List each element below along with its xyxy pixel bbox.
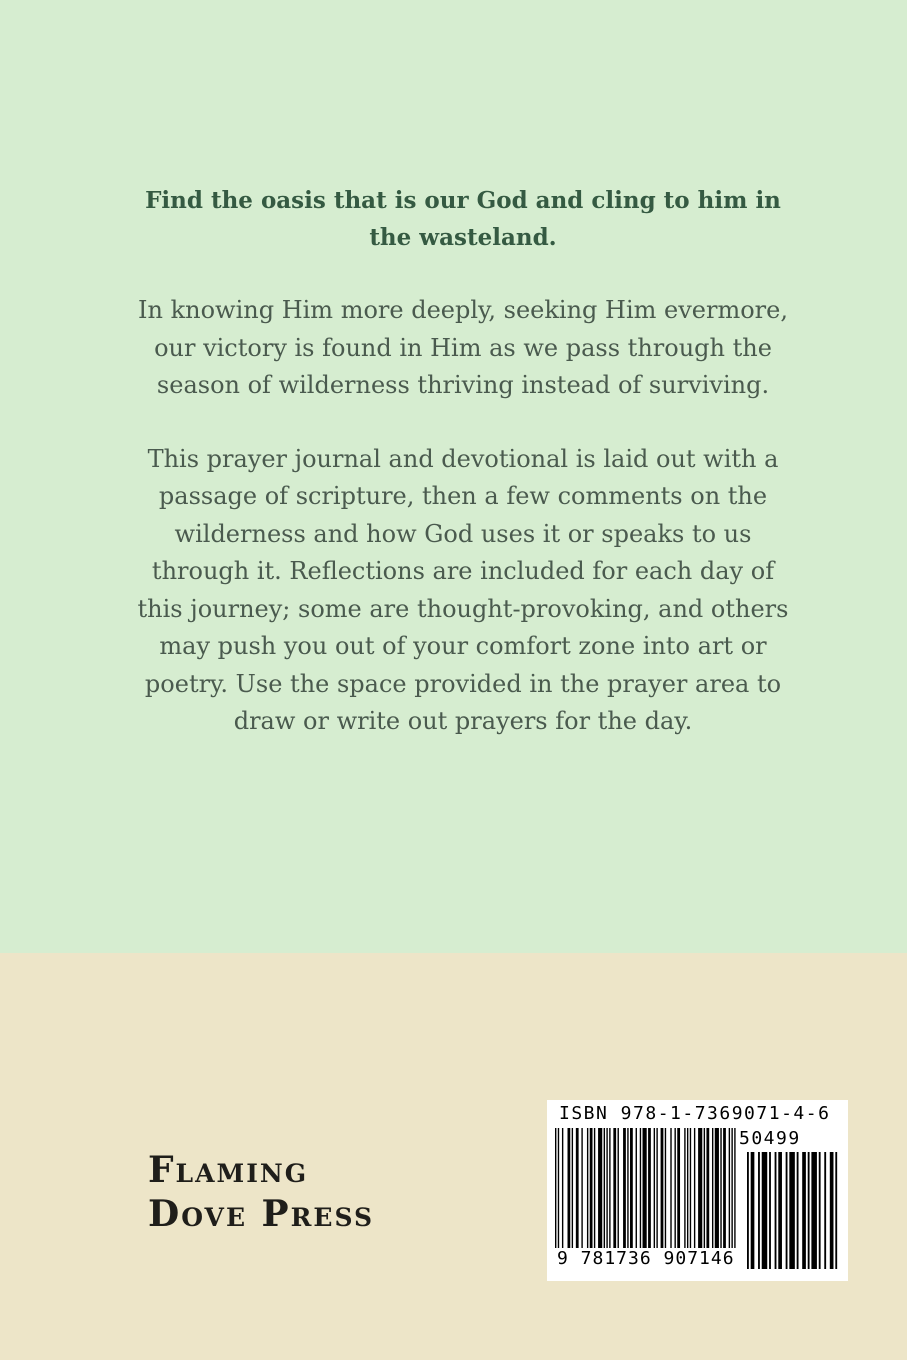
barcode-bar (786, 1152, 788, 1269)
barcode-bar (778, 1152, 782, 1269)
barcode-bar (769, 1152, 771, 1269)
barcode-addon-bars (747, 1152, 839, 1269)
barcode-bar (811, 1152, 817, 1269)
barcode-bar (751, 1152, 755, 1269)
barcode-bar (830, 1152, 834, 1269)
blurb-paragraph-1: In knowing Him more deeply, seeking Him evermore, our victory is found in Him as we pass through the season of wilderness thriving instead of surviving. (138, 296, 788, 399)
isbn-barcode (547, 1100, 848, 1281)
blurb-headline: Find the oasis that is our God and cling to him in the wasteland. (145, 187, 781, 251)
barcode-addon-digits: 50499 (739, 1128, 801, 1149)
barcode-bar (808, 1152, 810, 1269)
publisher-name (148, 1148, 408, 1236)
barcode-bar (762, 1152, 768, 1269)
barcode-bar (758, 1152, 760, 1269)
barcode-bar (802, 1152, 806, 1269)
barcode-bar (789, 1152, 795, 1269)
back-cover-blurb (120, 182, 806, 741)
publisher-line-2: Dove Press (148, 1193, 375, 1235)
publisher-line-1: Flaming (148, 1149, 309, 1191)
barcode-bar (819, 1152, 821, 1269)
barcode-digits: 9 781736 907146 (557, 1248, 735, 1269)
barcode-bar (835, 1152, 837, 1269)
isbn-label: ISBN 978-1-7369071-4-6 (559, 1103, 831, 1124)
barcode-bar (824, 1152, 826, 1269)
barcode-bar (797, 1152, 799, 1269)
blurb-paragraph-2: This prayer journal and devotional is laid out with a passage of scripture, then a few comments on the wilderness and how God uses it or speaks to us through it. Reflections are included for each day of this journey; some are thought-provoking, and others may push you out of your comfort zone into art or poetry. Use the space provided in the prayer area to draw or write out prayers for the day. (137, 444, 789, 735)
barcode-bar (775, 1152, 777, 1269)
barcode-bar (747, 1152, 749, 1269)
